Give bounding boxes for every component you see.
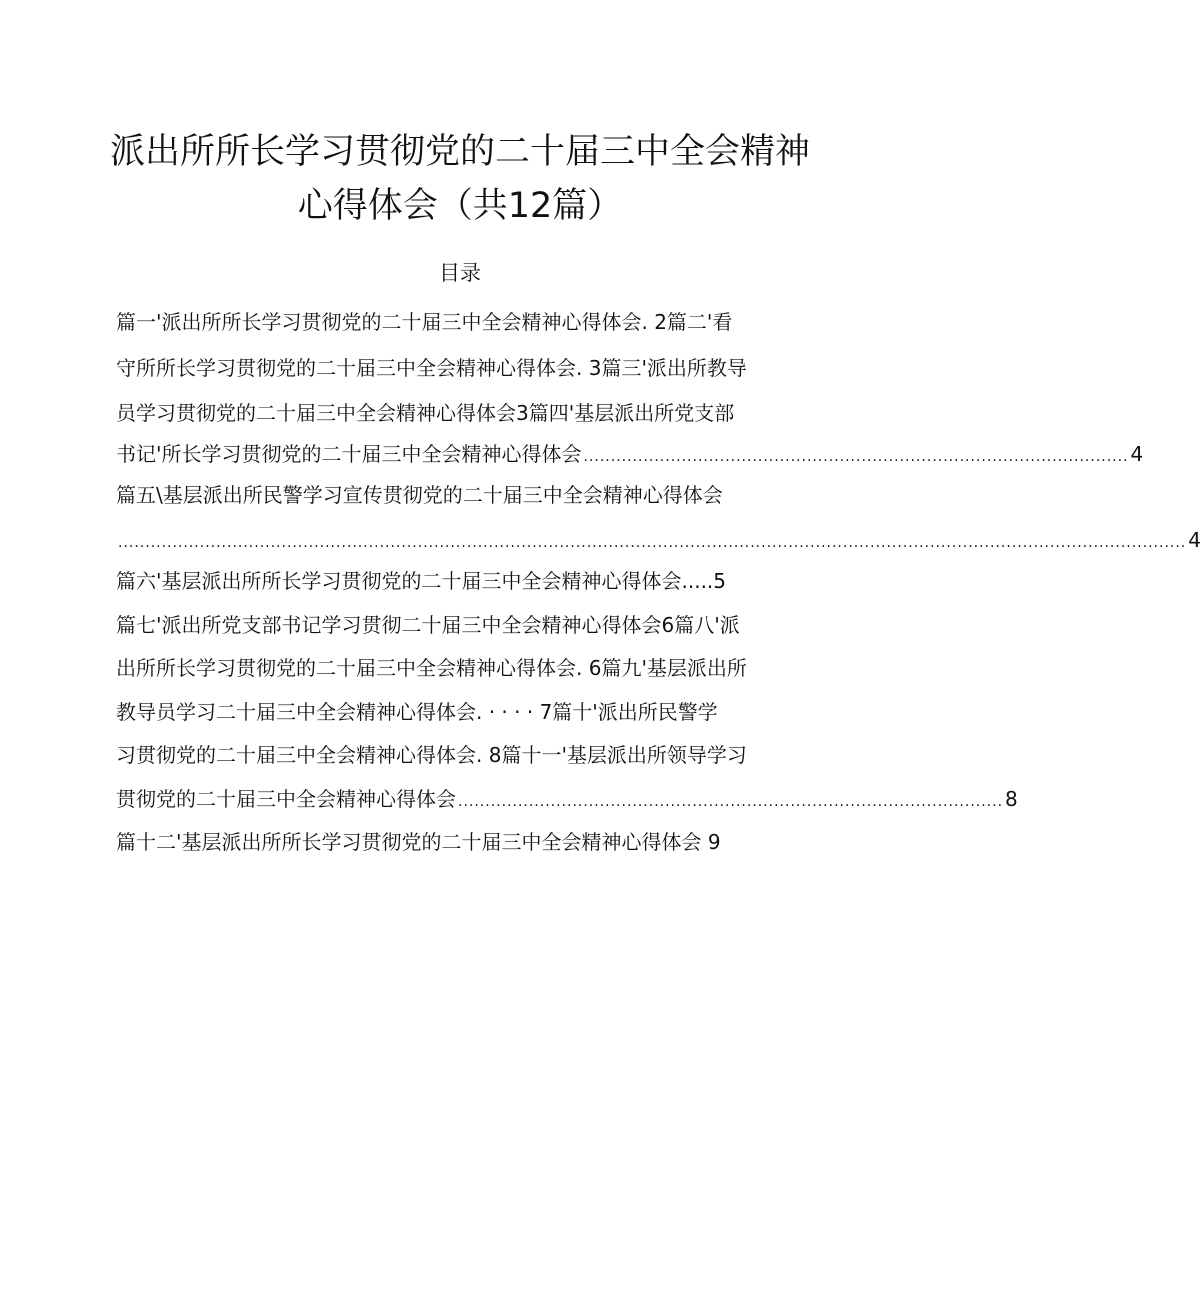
toc-line-3: 员学习贯彻党的二十届三中全会精神心得体会3篇四'基层派出所党支部 — [116, 401, 735, 425]
title-line-2: 心得体会（共12篇） — [297, 186, 623, 226]
document-title — [80, 125, 840, 233]
toc-line-12-leader: .................................................................................................... — [458, 794, 1004, 810]
toc-line-4 — [116, 438, 1144, 470]
toc-line-4-text: 书记'所长学习贯彻党的二十届三中全会精神心得体会 — [116, 442, 582, 466]
toc-line-8: 篇七'派出所党支部书记学习贯彻二十届三中全会精神心得体会6篇八'派 — [116, 613, 740, 637]
toc-line-5: 篇五\基层派出所民警学习宣传贯彻党的二十届三中全会精神心得体会 — [116, 483, 723, 507]
toc-line-12-text: 贯彻党的二十届三中全会精神心得体会 — [116, 787, 456, 811]
toc-line-13: 篇十二'基层派出所所长学习贯彻党的二十届三中全会精神心得体会 9 — [116, 830, 721, 854]
toc-line-6-page: 4 — [1188, 528, 1201, 552]
toc-line-9: 出所所长学习贯彻党的二十届三中全会精神心得体会. 6篇九'基层派出所 — [116, 656, 747, 680]
toc-line-6 — [116, 524, 1201, 556]
toc-line-7: 篇六'基层派出所所长学习贯彻党的二十届三中全会精神心得体会.....5 — [116, 569, 727, 593]
toc-line-12 — [116, 783, 1018, 815]
toc-line-2: 守所所长学习贯彻党的二十届三中全会精神心得体会. 3篇三'派出所教导 — [116, 356, 747, 380]
toc-line-1: 篇一'派出所所长学习贯彻党的二十届三中全会精神心得体会. 2篇二'看 — [116, 310, 733, 334]
toc-line-4-leader: .................................................................................................... — [583, 449, 1129, 465]
toc-line-4-page: 4 — [1130, 442, 1144, 466]
toc-line-6-leader: .................................................................................................................................................................................................... — [118, 535, 1187, 551]
toc-line-10: 教导员学习二十届三中全会精神心得体会. · · · · 7篇十'派出所民警学 — [116, 700, 718, 724]
toc-line-12-page: 8 — [1005, 787, 1018, 811]
toc-line-11: 习贯彻党的二十届三中全会精神心得体会. 8篇十一'基层派出所领导学习 — [116, 743, 747, 767]
title-line-1: 派出所所长学习贯彻党的二十届三中全会精神 — [109, 132, 810, 172]
toc-heading: 目录 — [439, 261, 481, 285]
